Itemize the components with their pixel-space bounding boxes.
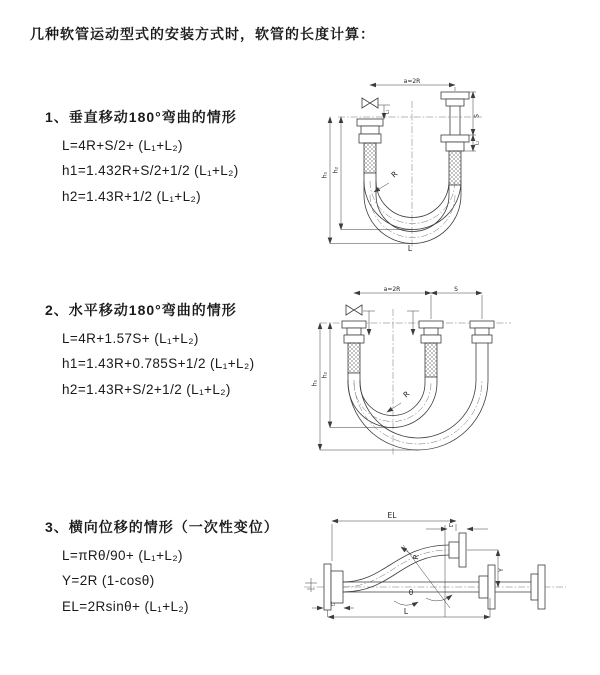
el-dimension <box>332 511 456 561</box>
l-dimension <box>328 598 491 617</box>
l1-dimension <box>312 602 354 609</box>
formula: L=πRθ/90+ (L₁+L₂) <box>62 547 183 563</box>
l2-label: L₂ <box>474 140 481 146</box>
section-1-heading: 1、垂直移动180°弯曲的情形 <box>45 109 237 125</box>
hose-u-bend-lower-position <box>364 195 461 243</box>
formula: L=4R+S/2+ (L₁+L₂) <box>62 137 183 153</box>
span-dimension <box>354 286 431 293</box>
middle-hose-end <box>419 321 443 383</box>
formula: h1=1.43R+0.785S+1/2 (L₁+L₂) <box>62 356 255 371</box>
section-3-heading: 3、横向位移的情形（一次性变位） <box>45 519 279 535</box>
h2-label: h₂ <box>321 371 329 379</box>
vertical-movement-diagram <box>310 75 530 255</box>
l2-dimension <box>426 523 488 529</box>
radius-callout <box>401 547 421 560</box>
right-hose-end <box>470 321 494 380</box>
horizontal-movement-diagram <box>306 283 541 463</box>
section-2 <box>45 300 254 397</box>
h1-label: h₁ <box>311 379 319 387</box>
s-dimension <box>469 92 481 135</box>
right-hose-end <box>441 92 469 195</box>
l1-label: L₁ <box>384 109 391 115</box>
valve-icon <box>362 98 378 108</box>
h1-dimension <box>312 323 420 450</box>
s-dimension <box>431 286 482 319</box>
span-label: a=2R <box>403 78 421 85</box>
radius-label: R <box>389 169 400 180</box>
radius-callout <box>387 389 411 412</box>
theta-label: θ <box>408 588 414 597</box>
displaced-hose-curve <box>343 533 466 592</box>
y-label: Y <box>498 568 505 572</box>
radius-callout <box>374 169 399 192</box>
hose-u-bend-position-2 <box>348 380 488 450</box>
l-label: L <box>403 607 409 616</box>
el-label: EL <box>387 511 397 520</box>
h1-label: h₁ <box>321 171 329 179</box>
s-label: S <box>473 114 481 118</box>
angle-construction <box>394 545 452 608</box>
formula: h1=1.432R+S/2+1/2 (L₁+L₂) <box>62 163 239 178</box>
centerline-break-mark <box>305 578 317 592</box>
section-3 <box>45 517 279 614</box>
section-2-heading: 2、水平移动180°弯曲的情形 <box>45 302 237 318</box>
formula: Y=2R (1-cosθ) <box>62 573 155 588</box>
s-label: S <box>454 286 458 293</box>
hose-u-bend-upper-position <box>364 181 461 229</box>
radius-label: R <box>401 389 412 400</box>
span-dimension <box>370 78 455 91</box>
valve-icon <box>346 305 362 315</box>
formula: h2=1.43R+1/2 (L₁+L₂) <box>62 188 202 204</box>
left-hose-end <box>342 321 366 383</box>
h2-label: h₂ <box>332 166 340 174</box>
formula: L=4R+1.57S+ (L₁+L₂) <box>62 330 199 346</box>
l2-label: L₂ <box>448 523 454 529</box>
length-label: L <box>407 244 413 253</box>
radius-label: R <box>411 553 421 561</box>
section-1 <box>45 107 239 204</box>
formula: h2=1.43R+S/2+1/2 (L₁+L₂) <box>62 381 231 397</box>
lateral-displacement-diagram <box>300 505 570 650</box>
formula: EL=2Rsinθ+ (L₁+L₂) <box>62 598 189 614</box>
l1-label: L₁ <box>330 601 336 608</box>
span-label: a=2R <box>383 286 401 293</box>
page-title: 几种软管运动型式的安装方式时，软管的长度计算： <box>30 26 375 42</box>
